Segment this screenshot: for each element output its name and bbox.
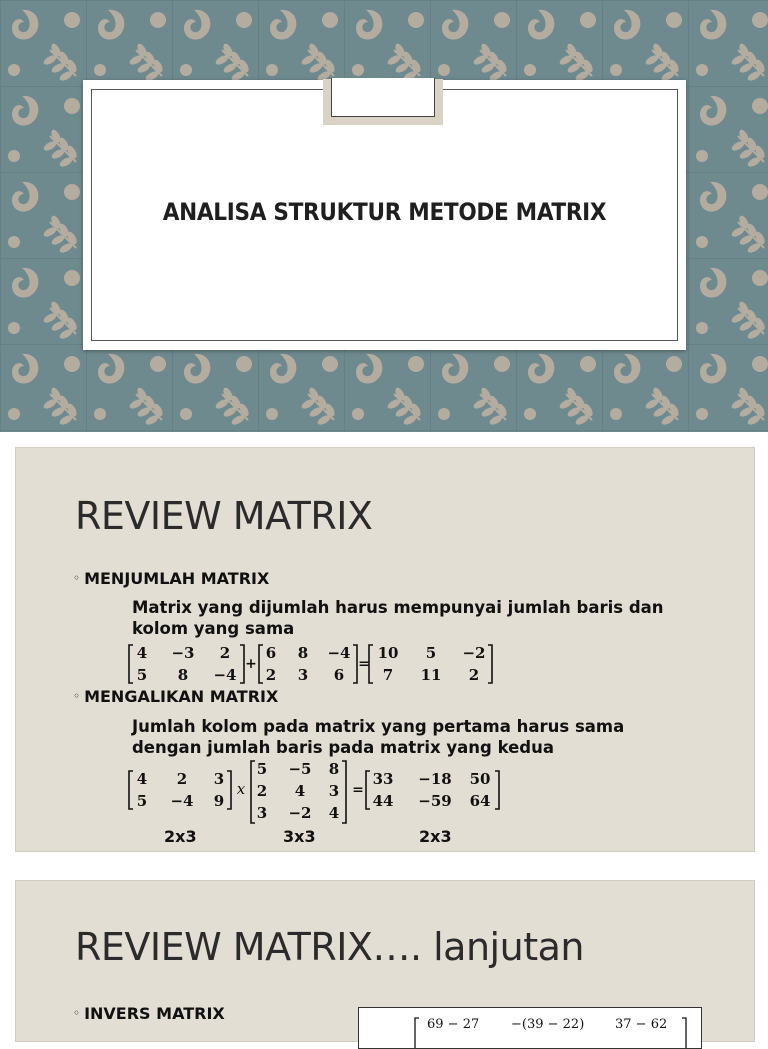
title-card <box>83 80 686 350</box>
matrix-cell: 5 <box>136 666 148 684</box>
matrix-cell: 4 <box>294 782 306 800</box>
inverse-formula <box>359 1008 701 1048</box>
matrix-cell: 7 <box>382 666 394 684</box>
matrix-cell: 5 <box>256 760 268 778</box>
matrix-cell: 6 <box>333 666 345 684</box>
equals-operator: = <box>358 656 370 672</box>
matrix-cell: −3 <box>171 644 195 662</box>
matrix-cell: 2 <box>468 666 480 684</box>
matrix-cell: 2 <box>256 782 268 800</box>
matrix-cell: 4 <box>136 644 148 662</box>
bullet-invers <box>73 1004 225 1023</box>
matrix-cell: −18 <box>418 770 452 788</box>
matrix-cell: −2 <box>462 644 486 662</box>
bullet-label: INVERS MATRIX <box>84 1004 225 1023</box>
matrix-cell: −4 <box>327 644 351 662</box>
review-matrix-slide <box>15 447 755 852</box>
matrix-dimension-label: 3x3 <box>283 827 316 846</box>
matrix-cell: 6 <box>265 644 277 662</box>
description-line: Matrix yang dijumlah harus mempunyai jumlah baris dan <box>132 598 664 617</box>
bullet-description <box>132 597 702 639</box>
matrix-cell: 9 <box>213 792 225 810</box>
slide-heading: REVIEW MATRIX <box>75 494 373 538</box>
bullet-dot-icon: ◦ <box>73 1006 81 1020</box>
slide-heading: REVIEW MATRIX…. lanjutan <box>75 925 584 969</box>
matrix-cell: 2 <box>265 666 277 684</box>
equals-operator: = <box>352 782 364 798</box>
matrix-cell: −59 <box>418 792 452 810</box>
matrix-cell: 44 <box>372 792 394 810</box>
matrix-cell: 2 <box>219 644 231 662</box>
matrix-cell: 8 <box>328 760 340 778</box>
multiplication-equation <box>128 760 528 826</box>
matrix-cell: 2 <box>176 770 188 788</box>
description-line: dengan jumlah baris pada matrix yang kedua <box>132 738 554 757</box>
matrix-cell: 5 <box>136 792 148 810</box>
bullet-description <box>132 716 702 758</box>
formula-term: 37 − 62 <box>615 1017 668 1032</box>
matrix-cell: 3 <box>297 666 309 684</box>
matrix-cell: 10 <box>377 644 399 662</box>
matrix-cell: 3 <box>328 782 340 800</box>
matrix-dimension-label: 2x3 <box>164 827 197 846</box>
inverse-formula-box <box>358 1007 702 1049</box>
formula-term: 69 − 27 <box>427 1017 480 1032</box>
matrix-cell: −4 <box>213 666 237 684</box>
description-line: Jumlah kolom pada matrix yang pertama harus sama <box>132 717 625 736</box>
matrix-cell: −5 <box>288 760 312 778</box>
matrix-dimension-label: 2x3 <box>419 827 452 846</box>
multiply-operator: x <box>236 780 246 798</box>
matrix-cell: −4 <box>170 792 194 810</box>
bullet-dot-icon: ◦ <box>73 571 81 585</box>
bullet-dot-icon: ◦ <box>73 689 81 703</box>
bullet-mengalikan <box>73 687 278 706</box>
matrix-cell: 11 <box>420 666 442 684</box>
slide-title: ANALISA STRUKTUR METODE MATRIX <box>162 198 607 226</box>
bullet-menjumlah <box>73 569 269 588</box>
matrix-cell: 50 <box>469 770 491 788</box>
matrix-cell: 8 <box>297 644 309 662</box>
matrix-cell: 64 <box>469 792 491 810</box>
matrix-cell: 33 <box>372 770 394 788</box>
title-tab-decoration <box>323 79 443 125</box>
matrix-cell: 4 <box>328 804 340 822</box>
title-slide <box>0 0 768 432</box>
bullet-label: MENGALIKAN MATRIX <box>84 687 279 706</box>
title-tab-inner <box>331 78 435 117</box>
matrix-cell: 3 <box>213 770 225 788</box>
matrix-cell: 5 <box>425 644 437 662</box>
description-line: kolom yang sama <box>132 619 295 638</box>
matrix-cell: 3 <box>256 804 268 822</box>
bullet-label: MENJUMLAH MATRIX <box>84 569 270 588</box>
formula-term: −(39 − 22) <box>511 1017 585 1032</box>
review-matrix-lanjutan-slide <box>15 880 755 1042</box>
matrix-cell: 8 <box>177 666 189 684</box>
plus-operator: + <box>245 656 257 672</box>
matrix-cell: 4 <box>136 770 148 788</box>
addition-equation <box>128 642 508 686</box>
matrix-cell: −2 <box>288 804 312 822</box>
